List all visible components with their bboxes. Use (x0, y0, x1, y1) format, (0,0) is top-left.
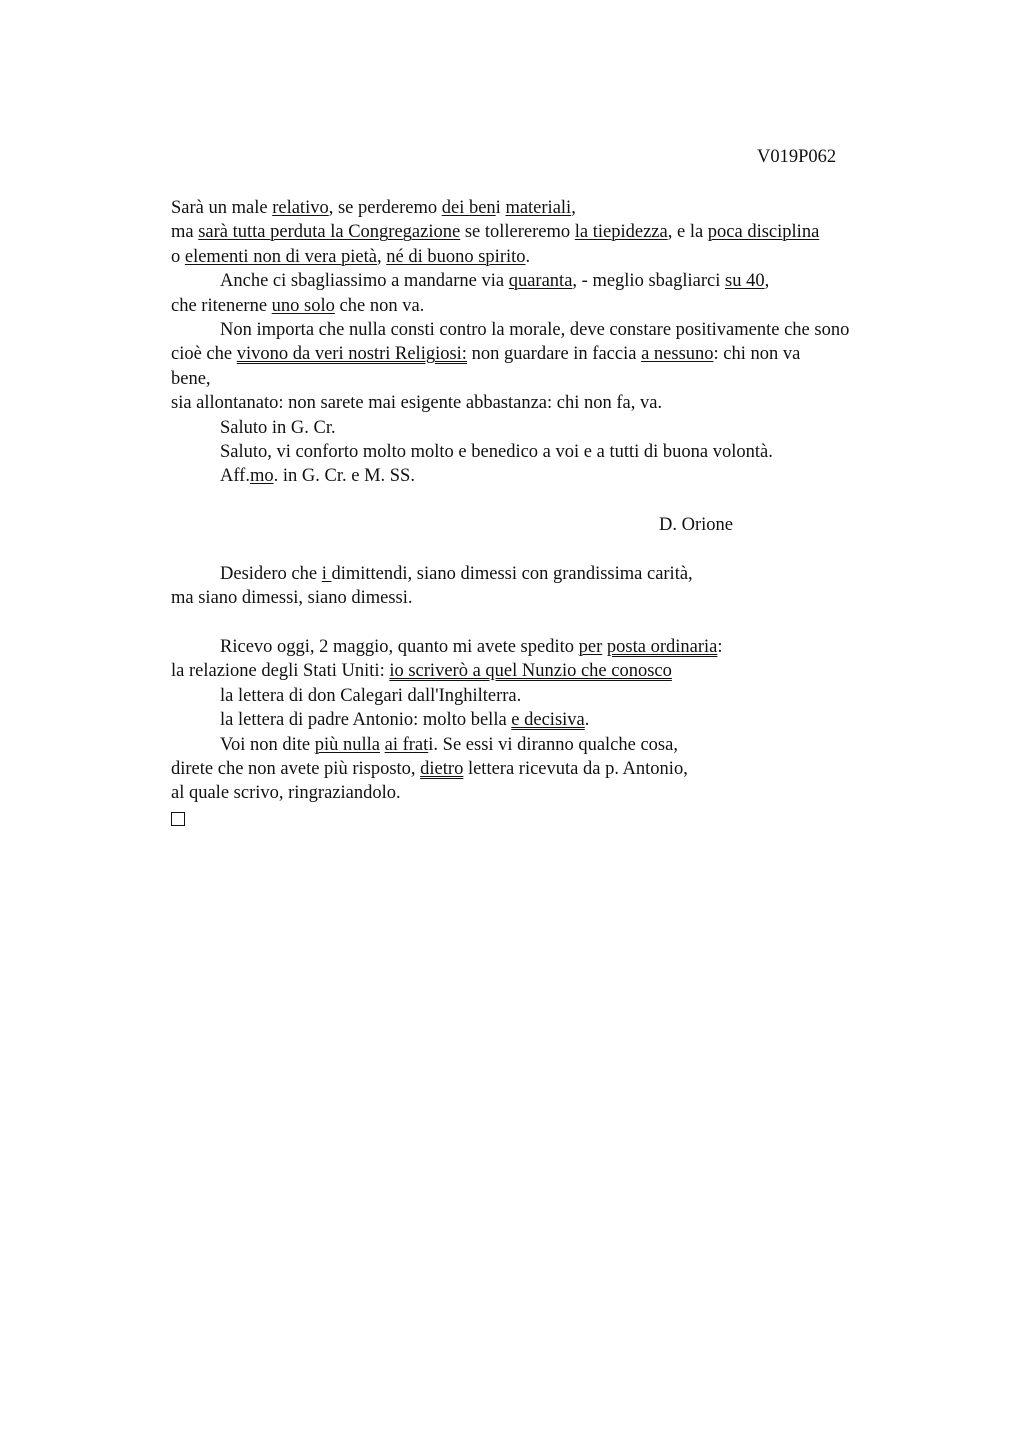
underlined-text: uno solo (271, 295, 335, 316)
text-segment: : (717, 637, 723, 658)
text-segment: direte che non avete più risposto, (171, 758, 421, 779)
underlined-text: materiali (505, 198, 572, 218)
text-segment: sia allontanato: non sarete mai esigente abbastanza: chi non fa, va. (171, 393, 663, 414)
letter-body (171, 196, 971, 830)
text-line (171, 733, 971, 757)
text-segment: . (584, 710, 590, 731)
underlined-text: a nessuno (641, 344, 714, 365)
text-line (171, 635, 971, 659)
signature (171, 513, 971, 537)
text-line (171, 708, 971, 732)
text-line (171, 245, 971, 269)
underlined-text: su 40 (725, 271, 765, 292)
underlined-text: quaranta (508, 271, 573, 292)
blank-line (171, 537, 971, 561)
text-line (171, 440, 971, 464)
page-reference: V019P062 (757, 147, 837, 167)
underlined-text: io scriverò a quel Nunzio che conosco (389, 661, 672, 682)
text-line (171, 196, 971, 220)
text-segment: Anche ci sbagliassimo a mandarne via (220, 271, 509, 292)
text-line (171, 659, 971, 683)
text-segment: , e la (667, 222, 708, 243)
text-segment: se tollereremo (460, 222, 575, 243)
text-segment: lettera ricevuta da p. Antonio, (463, 758, 688, 779)
text-segment: che non va. (334, 295, 425, 316)
underlined-text: e decisiva (511, 710, 585, 731)
underlined-text: ai frat (384, 734, 429, 755)
text-line (171, 318, 971, 342)
text-segment: , (764, 271, 770, 292)
text-segment: , (377, 246, 387, 267)
text-segment: , - meglio sbagliarci (572, 271, 725, 292)
text-line (171, 464, 971, 488)
text-segment: , (571, 198, 576, 218)
text-segment: Saluto in G. Cr. (220, 417, 336, 438)
blank-line (171, 489, 971, 513)
underlined-text: più nulla (314, 734, 380, 755)
text-line (171, 781, 971, 805)
underlined-text: la tiepidezza (574, 222, 668, 243)
text-line (171, 416, 971, 440)
text-line (171, 342, 971, 366)
empty-checkbox-icon (171, 812, 185, 826)
text-segment: la relazione degli Stati Uniti: (171, 661, 390, 682)
text-line (171, 586, 971, 610)
underlined-text: poca disciplina (707, 222, 820, 243)
text-segment: Ricevo oggi, 2 maggio, quanto mi avete spedito (220, 637, 579, 658)
text-segment: Saluto, vi conforto molto molto e benedico a voi e a tutti di buona volontà. (220, 441, 773, 462)
text-segment: Voi non dite (220, 734, 315, 755)
text-segment: Aff. (220, 466, 250, 487)
underlined-text: mo (249, 466, 274, 487)
text-segment: o (171, 246, 185, 267)
text-segment: D. Orione (659, 515, 733, 536)
text-segment: . in G. Cr. e M. SS. (273, 466, 415, 487)
underlined-text: né di buono spirito (386, 246, 526, 267)
text-line (171, 269, 971, 293)
text-segment: Desidero che (220, 563, 322, 584)
text-segment: la lettera di padre Antonio: molto bella (220, 710, 512, 731)
text-segment: Non importa che nulla consti contro la morale, deve constare positivamente che sono (220, 319, 850, 340)
text-segment: cioè che (171, 344, 237, 365)
text-line (171, 220, 971, 244)
underlined-text: sarà tutta perduta la Congregazione (198, 222, 461, 243)
underlined-text: dietro (420, 758, 464, 779)
text-line (171, 562, 971, 586)
underlined-text: posta ordinaria (606, 637, 718, 658)
text-line (171, 757, 971, 781)
text-segment: la lettera di don Calegari dall'Inghilterra. (220, 685, 522, 706)
text-line (171, 684, 971, 708)
text-segment: i. Se essi vi diranno qualche cosa, (428, 734, 678, 755)
text-segment: dimittendi, siano dimessi con grandissima carità, (331, 563, 693, 584)
underlined-text: dei ben (441, 198, 496, 218)
text-segment: bene, (171, 368, 211, 389)
text-segment: non guardare in faccia (466, 344, 642, 365)
blank-line (171, 611, 971, 635)
end-marker-line (171, 806, 971, 830)
text-segment: ma (171, 222, 199, 243)
underlined-text: per (578, 637, 603, 658)
text-segment: i (495, 198, 506, 218)
underlined-text: relativo (272, 198, 329, 218)
underlined-text: i (321, 563, 332, 584)
text-segment: : chi non va (713, 344, 801, 365)
text-segment: ma siano dimessi, siano dimessi. (171, 588, 413, 609)
text-segment: al quale scrivo, ringraziandolo. (171, 783, 401, 804)
text-segment: che ritenerne (171, 295, 272, 316)
underlined-text: elementi non di vera pietà (184, 246, 377, 267)
text-line (171, 391, 971, 415)
text-segment: . (525, 246, 531, 267)
text-line (171, 367, 971, 391)
text-segment: , se perderemo (328, 198, 442, 218)
text-segment: Sarà un male (171, 198, 273, 218)
underlined-text: vivono da veri nostri Religiosi: (236, 344, 467, 365)
text-line (171, 294, 971, 318)
